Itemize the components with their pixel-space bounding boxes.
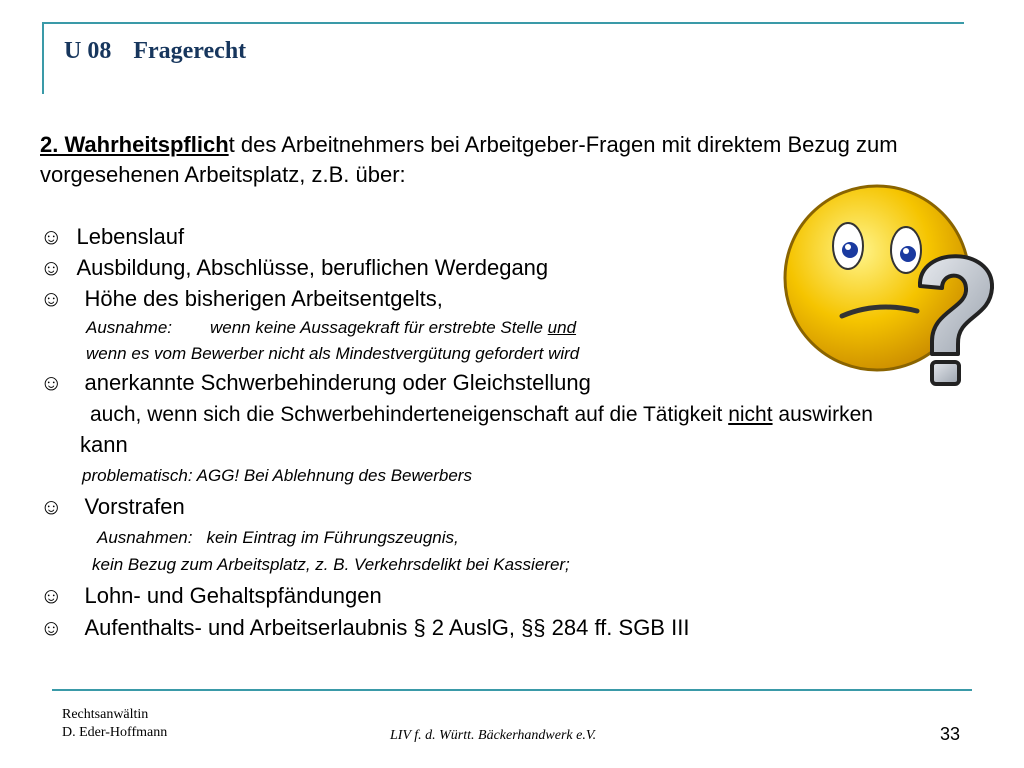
bullet-schwerbehinderung bbox=[40, 370, 591, 396]
exception-label: Ausnahmen: bbox=[97, 528, 193, 547]
footer-rule bbox=[52, 689, 972, 691]
author-line-2: D. Eder-Hoffmann bbox=[62, 725, 168, 740]
left-pupil bbox=[842, 242, 858, 258]
bullet-text: anerkannte Schwerbehinderung oder Gleichstellung bbox=[84, 370, 591, 395]
bullet-text: Vorstrafen bbox=[84, 494, 185, 519]
right-pupil bbox=[900, 246, 916, 262]
footer-author bbox=[62, 706, 167, 742]
slide-code: U 08 bbox=[64, 38, 112, 64]
exception-1 bbox=[86, 317, 576, 339]
smiley-bullet-icon: ☺ bbox=[40, 255, 63, 280]
exception-label: Ausnahme: bbox=[86, 318, 172, 337]
exception-2 bbox=[97, 527, 459, 549]
author-line-1: Rechtsanwältin bbox=[62, 707, 149, 722]
header-top-rule bbox=[42, 22, 964, 24]
question-dot bbox=[932, 362, 959, 384]
exception-und: und bbox=[547, 318, 577, 337]
slide-title-text: Fragerecht bbox=[133, 38, 247, 64]
smiley-bullet-icon: ☺ bbox=[40, 615, 63, 640]
bullet-ausbildung bbox=[40, 255, 548, 281]
smiley-bullet-icon: ☺ bbox=[40, 583, 63, 608]
intro-line-1 bbox=[40, 132, 898, 158]
intro-rest: t des Arbeitnehmers bei Arbeitgeber-Fragen mit direktem Bezug zum bbox=[228, 132, 898, 157]
smiley-bullet-icon: ☺ bbox=[40, 494, 63, 519]
slide-title bbox=[64, 38, 246, 65]
header-left-rule bbox=[42, 22, 44, 94]
sub-text-nicht: nicht bbox=[728, 403, 773, 426]
smiley-bullet-icon: ☺ bbox=[40, 370, 63, 395]
exception-1-line-2: wenn es vom Bewerber nicht als Mindestvergütung gefordert wird bbox=[86, 344, 580, 363]
smiley-bullet-icon: ☺ bbox=[40, 286, 63, 311]
smiley-bullet-icon: ☺ bbox=[40, 224, 63, 249]
intro-line-2: vorgesehenen Arbeitsplatz, z.B. über: bbox=[40, 162, 406, 187]
bullet-pfaendungen bbox=[40, 583, 382, 609]
exception-text: kein Eintrag im Führungszeugnis, bbox=[206, 528, 459, 547]
sub-text-a: auch, wenn sich die Schwerbehinderteneigenschaft auf die Tätigkeit bbox=[90, 403, 723, 426]
bullet-arbeitsentgelt bbox=[40, 286, 443, 312]
exception-2-line-2: kein Bezug zum Arbeitsplatz, z. B. Verkehrsdelikt bei Kassierer; bbox=[92, 555, 570, 574]
bullet-vorstrafen bbox=[40, 494, 185, 520]
bullet-text: Ausbildung, Abschlüsse, beruflichen Werdegang bbox=[76, 255, 549, 280]
bullet-aufenthalt bbox=[40, 615, 689, 641]
bullet-text: Aufenthalts- und Arbeitserlaubnis § 2 AuslG, §§ 284 ff. SGB III bbox=[84, 615, 690, 640]
confused-smiley-question-icon bbox=[782, 176, 1012, 391]
page-number: 33 bbox=[940, 724, 961, 744]
bullet-4-sub bbox=[90, 402, 873, 428]
bullet-lebenslauf bbox=[40, 224, 184, 250]
footer-organization: LIV f. d. Württ. Bäckerhandwerk e.V. bbox=[390, 728, 597, 743]
bullet-text: Höhe des bisherigen Arbeitsentgelts, bbox=[84, 286, 443, 311]
bullet-text: Lohn- und Gehaltspfändungen bbox=[84, 583, 382, 608]
exception-text: wenn keine Aussagekraft für erstrebte Stelle bbox=[210, 318, 543, 337]
bullet-text: Lebenslauf bbox=[76, 224, 185, 249]
sub-text-b: auswirken bbox=[778, 403, 873, 426]
bullet-4-note: problematisch: AGG! Bei Ablehnung des Bewerbers bbox=[82, 466, 472, 485]
bullet-4-sub-line-2: kann bbox=[80, 432, 128, 457]
intro-bold: 2. Wahrheitspflich bbox=[40, 132, 229, 157]
